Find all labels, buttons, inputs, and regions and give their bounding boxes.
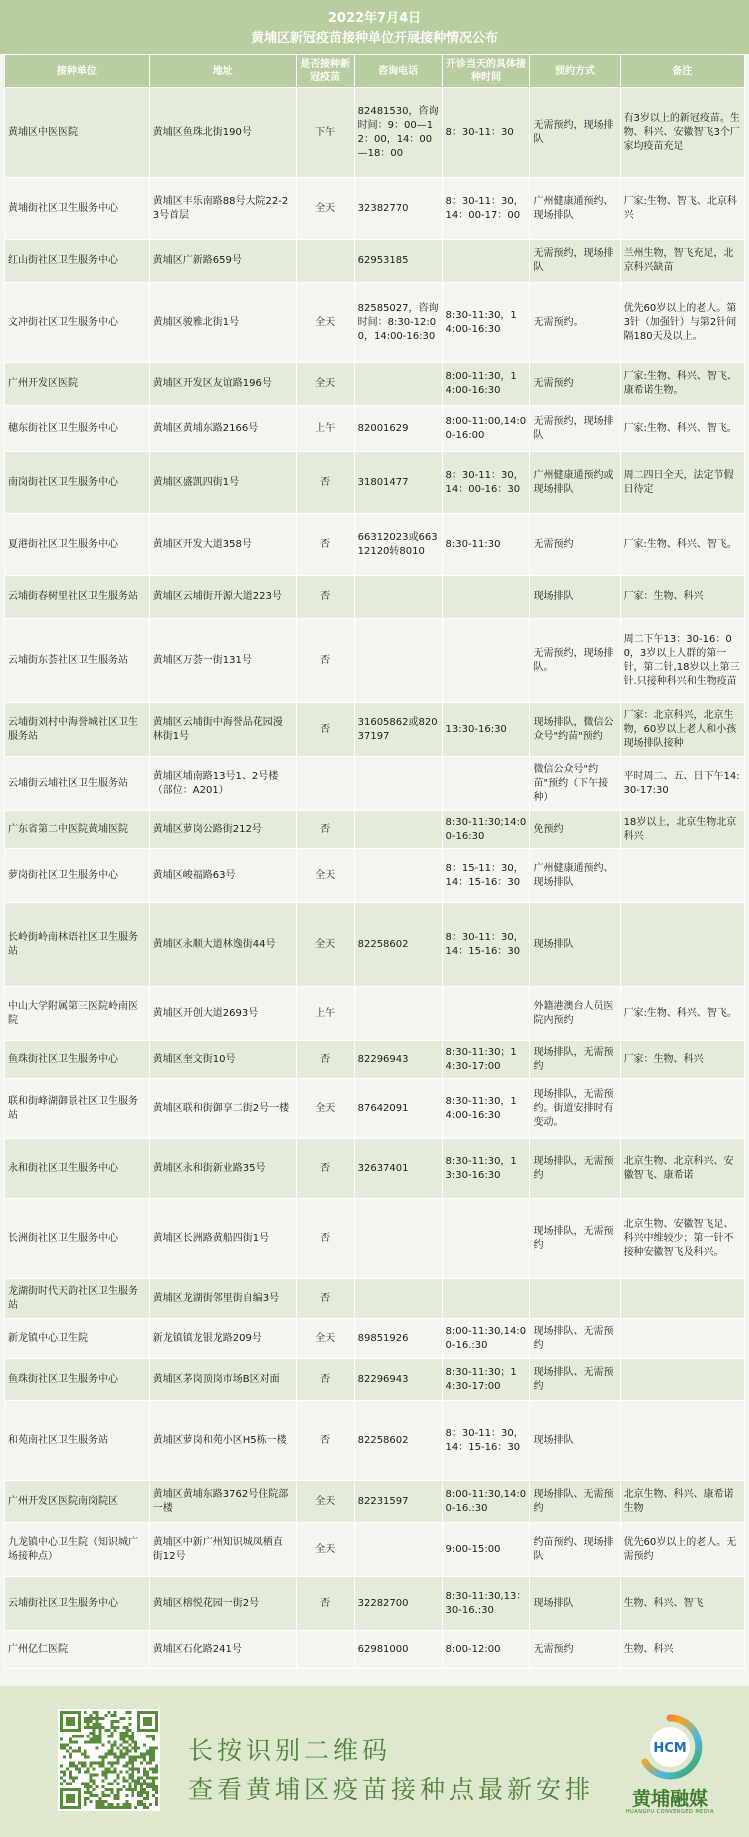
site-vaccinates: 否 xyxy=(296,1577,354,1631)
site-address: 黄埔区长洲路黄船四街1号 xyxy=(149,1199,296,1279)
table-row xyxy=(5,1279,745,1319)
site-remarks xyxy=(620,849,744,903)
site-unit: 广州开发区医院 xyxy=(5,363,150,406)
site-remarks: 厂家:生物、科兴、智飞、康希诺生物。 xyxy=(620,363,744,406)
table-row xyxy=(5,178,745,240)
site-remarks: 平时周二、五、日下午14:30-17:30 xyxy=(620,757,744,811)
site-booking: 现场排队 xyxy=(530,1577,620,1631)
site-booking: 无需预约 xyxy=(530,514,620,576)
site-unit: 萝岗街社区卫生服务中心 xyxy=(5,849,150,903)
site-booking: 现场排队 xyxy=(530,903,620,987)
site-unit: 长洲街社区卫生服务中心 xyxy=(5,1199,150,1279)
table-row xyxy=(5,1577,745,1631)
table-row xyxy=(5,240,745,283)
site-remarks xyxy=(620,903,744,987)
site-time xyxy=(442,987,530,1041)
site-booking: 现场排队 xyxy=(530,576,620,619)
site-address: 黄埔区中新广州知识城凤栖直街12号 xyxy=(149,1523,296,1577)
site-remarks: 生物、科兴、智飞 xyxy=(620,1577,744,1631)
site-booking: 无需预约，现场排队。 xyxy=(530,619,620,703)
site-remarks xyxy=(620,1359,744,1401)
site-unit: 广州开发区医院南岗院区 xyxy=(5,1481,150,1523)
site-remarks: 有3岁以上的新冠疫苗。生物、科兴、安徽智飞3个厂家均疫苗充足 xyxy=(620,88,744,178)
brand-logo-icon xyxy=(637,1714,703,1780)
column-header-vaccinates: 是否接种新冠疫苗 xyxy=(296,55,354,88)
site-vaccinates: 全天 xyxy=(296,363,354,406)
site-remarks: 厂家:生物、科兴、智飞。 xyxy=(620,406,744,452)
site-booking: 无需预约 xyxy=(530,1631,620,1669)
table-header-row xyxy=(5,55,745,88)
site-time: 8:30-11:30；14:30-17:00 xyxy=(442,1359,530,1401)
site-remarks: 厂家:生物、智飞、北京科兴 xyxy=(620,178,744,240)
site-unit: 黄埔区中医医院 xyxy=(5,88,150,178)
site-remarks: 北京生物、安徽智飞足、科兴中维较少；第一针不接种安徽智飞及科兴。 xyxy=(620,1199,744,1279)
column-header-time: 开诊当天的具体接种时间 xyxy=(442,55,530,88)
site-phone xyxy=(354,811,442,849)
site-phone: 82585027，咨询时间：8:30-12:00，14:00-16:30 xyxy=(354,283,442,363)
site-remarks xyxy=(620,1401,744,1481)
site-booking: 现场排队 xyxy=(530,1401,620,1481)
footer-description: 查看黄埔区疫苗接种点最新安排 xyxy=(188,1775,595,1804)
site-time xyxy=(442,240,530,283)
site-time: 13:30-16:30 xyxy=(442,703,530,757)
site-phone: 62981000 xyxy=(354,1631,442,1669)
column-header-remarks: 备注 xyxy=(620,55,744,88)
site-time xyxy=(442,619,530,703)
site-vaccinates: 全天 xyxy=(296,849,354,903)
site-phone xyxy=(354,1279,442,1319)
site-booking: 现场排队、无需预约 xyxy=(530,1319,620,1359)
site-booking: 广州健康通预约、现场排队 xyxy=(530,849,620,903)
site-phone: 31801477 xyxy=(354,452,442,514)
site-remarks: 兰州生物，智飞充足，北京科兴缺苗 xyxy=(620,240,744,283)
site-address: 黄埔区奎文街10号 xyxy=(149,1041,296,1079)
site-booking: 无需预约，现场排队 xyxy=(530,88,620,178)
site-time: 9:00-15:00 xyxy=(442,1523,530,1577)
site-booking: 微信公众号"约苗"预约（下午接种） xyxy=(530,757,620,811)
site-time: 8:00-12:00 xyxy=(442,1631,530,1669)
page-title: 黄埔区新冠疫苗接种单位开展接种情况公布 xyxy=(250,31,498,46)
site-address: 黄埔区开发大道358号 xyxy=(149,514,296,576)
site-address: 黄埔区榕悦花园一街2号 xyxy=(149,1577,296,1631)
site-vaccinates: 全天 xyxy=(296,283,354,363)
site-phone: 32382770 xyxy=(354,178,442,240)
site-time xyxy=(442,1199,530,1279)
table-row xyxy=(5,406,745,452)
site-address: 黄埔区永顺大道林逸街44号 xyxy=(149,903,296,987)
site-unit: 云埔街云埔社区卫生服务站 xyxy=(5,757,150,811)
site-phone: 82258602 xyxy=(354,903,442,987)
site-remarks: 优先60岁以上的老人。无需预约 xyxy=(620,1523,744,1577)
table-row xyxy=(5,1079,745,1139)
site-booking: 外籍港澳台人员医院内预约 xyxy=(530,987,620,1041)
site-remarks: 18岁以上，北京生物北京科兴 xyxy=(620,811,744,849)
site-phone xyxy=(354,619,442,703)
site-address: 黄埔区云埔街中海誉品花园漫林街1号 xyxy=(149,703,296,757)
site-remarks: 周二下午13：30-16：00，3岁以上人群的第一针，第二针,18岁以上第三针.只接种科兴和生物疫苗 xyxy=(620,619,744,703)
table-row xyxy=(5,849,745,903)
table-row xyxy=(5,283,745,363)
site-phone xyxy=(354,1199,442,1279)
site-unit: 黄埔街社区卫生服务中心 xyxy=(5,178,150,240)
site-unit: 新龙镇中心卫生院 xyxy=(5,1319,150,1359)
site-phone: 89851926 xyxy=(354,1319,442,1359)
site-address: 黄埔区黄埔东路3762号住院部一楼 xyxy=(149,1481,296,1523)
table-row xyxy=(5,576,745,619)
site-booking: 无需预约 xyxy=(530,363,620,406)
table-row xyxy=(5,1199,745,1279)
site-remarks: 厂家:生物、科兴、智飞。 xyxy=(620,987,744,1041)
site-vaccinates xyxy=(296,240,354,283)
site-address: 黄埔区骏雅北街1号 xyxy=(149,283,296,363)
site-address: 黄埔区埔南路13号1、2号楼（部位：A201） xyxy=(149,757,296,811)
page-date: 2022年7月4日 xyxy=(327,11,422,26)
site-time: 8:30-11:30，14:00-16:30 xyxy=(442,1079,530,1139)
site-vaccinates: 否 xyxy=(296,514,354,576)
site-phone: 32282700 xyxy=(354,1577,442,1631)
table-row xyxy=(5,703,745,757)
table-row xyxy=(5,987,745,1041)
site-phone xyxy=(354,849,442,903)
site-unit: 长岭街岭南林语社区卫生服务站 xyxy=(5,903,150,987)
table-row xyxy=(5,363,745,406)
site-address: 黄埔区万荟一街131号 xyxy=(149,619,296,703)
site-vaccinates: 否 xyxy=(296,1359,354,1401)
site-booking: 现场排队、无需预约 xyxy=(530,1359,620,1401)
site-phone xyxy=(354,363,442,406)
site-remarks: 优先60岁以上的老人。第3针（加强针）与第2针间隔180天及以上。 xyxy=(620,283,744,363)
site-phone: 82001629 xyxy=(354,406,442,452)
site-time xyxy=(442,1279,530,1319)
site-remarks: 厂家：北京科兴，北京生物，60岁以上老人和小孩现场排队接种 xyxy=(620,703,744,757)
site-time: 8:30-11:30；14:30-17:00 xyxy=(442,1041,530,1079)
site-booking: 免预约 xyxy=(530,811,620,849)
table-row xyxy=(5,1319,745,1359)
qr-code-icon[interactable] xyxy=(58,1709,160,1811)
site-time: 8:30-11:30,13：30-16.:30 xyxy=(442,1577,530,1631)
site-phone: 32637401 xyxy=(354,1139,442,1199)
table-row xyxy=(5,1359,745,1401)
site-time: 8:00-11:30,14:00-16.:30 xyxy=(442,1481,530,1523)
site-address: 黄埔区峻福路63号 xyxy=(149,849,296,903)
site-vaccinates: 全天 xyxy=(296,903,354,987)
site-unit: 联和街峰湖御景社区卫生服务站 xyxy=(5,1079,150,1139)
site-address: 黄埔区开创大道2693号 xyxy=(149,987,296,1041)
site-unit: 穗东街社区卫生服务中心 xyxy=(5,406,150,452)
site-vaccinates: 否 xyxy=(296,576,354,619)
site-vaccinates: 全天 xyxy=(296,1319,354,1359)
site-address: 黄埔区黄埔东路2166号 xyxy=(149,406,296,452)
site-remarks: 生物、科兴 xyxy=(620,1631,744,1669)
site-remarks xyxy=(620,1279,744,1319)
site-vaccinates xyxy=(296,757,354,811)
site-vaccinates: 否 xyxy=(296,1199,354,1279)
vaccination-sites-table xyxy=(4,54,745,1669)
site-remarks: 厂家：生物、科兴 xyxy=(620,1041,744,1079)
site-vaccinates: 全天 xyxy=(296,1523,354,1577)
site-booking: 现场排队，无需预约 xyxy=(530,1139,620,1199)
site-booking: 无需预约，现场排队 xyxy=(530,406,620,452)
site-remarks xyxy=(620,1319,744,1359)
site-unit: 云埔街春树里社区卫生服务站 xyxy=(5,576,150,619)
site-unit: 鱼珠街社区卫生服务中心 xyxy=(5,1359,150,1401)
brand-subtitle: HUANGPU CONVERGED MEDIA xyxy=(625,1809,715,1815)
site-address: 黄埔区丰乐南路88号大院22-23号首层 xyxy=(149,178,296,240)
site-booking xyxy=(530,1279,620,1319)
title-band xyxy=(0,0,749,54)
table-row xyxy=(5,1401,745,1481)
site-unit: 和苑南社区卫生服务站 xyxy=(5,1401,150,1481)
site-address: 黄埔区永和街新业路35号 xyxy=(149,1139,296,1199)
site-address: 黄埔区萝岗和苑小区H5栋一楼 xyxy=(149,1401,296,1481)
brand-logo xyxy=(620,1714,720,1824)
site-phone: 82231597 xyxy=(354,1481,442,1523)
site-time: 8:30-11:30;14:00-16:30 xyxy=(442,811,530,849)
site-phone xyxy=(354,576,442,619)
site-phone xyxy=(354,757,442,811)
site-remarks: 北京生物、科兴、康希诺生物 xyxy=(620,1481,744,1523)
site-phone: 87642091 xyxy=(354,1079,442,1139)
site-unit: 广州亿仁医院 xyxy=(5,1631,150,1669)
site-time xyxy=(442,757,530,811)
site-unit: 夏港街社区卫生服务中心 xyxy=(5,514,150,576)
site-unit: 中山大学附属第三医院岭南医院 xyxy=(5,987,150,1041)
site-address: 黄埔区鱼珠北街190号 xyxy=(149,88,296,178)
site-time: 8:00-11:00,14:00-16:00 xyxy=(442,406,530,452)
site-vaccinates: 否 xyxy=(296,619,354,703)
table-row xyxy=(5,811,745,849)
site-vaccinates: 否 xyxy=(296,1041,354,1079)
table-row xyxy=(5,757,745,811)
site-vaccinates: 上午 xyxy=(296,406,354,452)
site-remarks: 北京生物、北京科兴、安徽智飞、康希诺 xyxy=(620,1139,744,1199)
table-body xyxy=(5,55,745,1669)
column-header-address: 地址 xyxy=(149,55,296,88)
site-unit: 龙湖街时代天韵社区卫生服务站 xyxy=(5,1279,150,1319)
table-row xyxy=(5,903,745,987)
site-phone: 82481530，咨询时间：9：00—12：00，14：00—18：00 xyxy=(354,88,442,178)
site-vaccinates: 否 xyxy=(296,1401,354,1481)
footer-instruction: 长按识别二维码 xyxy=(188,1736,392,1765)
column-header-phone: 咨询电话 xyxy=(354,55,442,88)
site-booking: 约苗预约、现场排队 xyxy=(530,1523,620,1577)
site-remarks: 周二四日全天，法定节假日待定 xyxy=(620,452,744,514)
site-phone: 82296943 xyxy=(354,1041,442,1079)
site-phone: 62953185 xyxy=(354,240,442,283)
site-address: 黄埔区萝岗公路街212号 xyxy=(149,811,296,849)
site-booking: 广州健康通预约、现场排队 xyxy=(530,178,620,240)
table-row xyxy=(5,619,745,703)
site-phone: 66312023或66312120转8010 xyxy=(354,514,442,576)
site-time: 8:30-11:30 xyxy=(442,514,530,576)
site-vaccinates: 否 xyxy=(296,1139,354,1199)
site-time: 8:00-11:30，14:00-16:30 xyxy=(442,363,530,406)
site-time: 8：30-11：30，14：15-16：30 xyxy=(442,903,530,987)
site-unit: 南岗街社区卫生服务中心 xyxy=(5,452,150,514)
site-booking: 现场排队，无需预约 xyxy=(530,1199,620,1279)
site-time: 8:30-11:30，14:00-16:30 xyxy=(442,283,530,363)
site-booking: 无需预约。 xyxy=(530,283,620,363)
table-row xyxy=(5,1523,745,1577)
site-address: 黄埔区盛凯四街1号 xyxy=(149,452,296,514)
site-time: 8：30-11：30，14：00-16：30 xyxy=(442,452,530,514)
site-booking: 现场排队，无需预约。街道安排时有变动。 xyxy=(530,1079,620,1139)
svg-text:HCM: HCM xyxy=(653,1741,687,1756)
site-remarks: 厂家：生物、科兴 xyxy=(620,576,744,619)
site-unit: 鱼珠街社区卫生服务中心 xyxy=(5,1041,150,1079)
site-phone xyxy=(354,987,442,1041)
site-time: 8：30-11：30，14：15-16：30 xyxy=(442,1401,530,1481)
site-vaccinates: 下午 xyxy=(296,88,354,178)
site-vaccinates: 否 xyxy=(296,452,354,514)
site-unit: 永和街社区卫生服务中心 xyxy=(5,1139,150,1199)
site-time: 8：15-11：30，14：15-16：30 xyxy=(442,849,530,903)
site-unit: 文冲街社区卫生服务中心 xyxy=(5,283,150,363)
footer-banner xyxy=(0,1686,749,1837)
site-phone: 82258602 xyxy=(354,1401,442,1481)
site-unit: 云埔街东荟社区卫生服务站 xyxy=(5,619,150,703)
site-vaccinates: 全天 xyxy=(296,1079,354,1139)
site-address: 黄埔区广新路659号 xyxy=(149,240,296,283)
table-row xyxy=(5,1631,745,1669)
site-time: 8:00-11:30,14:00-16.:30 xyxy=(442,1319,530,1359)
table-row xyxy=(5,88,745,178)
site-time xyxy=(442,576,530,619)
table-row xyxy=(5,452,745,514)
site-address: 黄埔区开发区友谊路196号 xyxy=(149,363,296,406)
site-vaccinates: 全天 xyxy=(296,178,354,240)
site-booking: 现场排队，微信公众号"约苗"预约 xyxy=(530,703,620,757)
site-time: 8:30-11:30，13:30-16:30 xyxy=(442,1139,530,1199)
site-phone xyxy=(354,1523,442,1577)
site-vaccinates: 否 xyxy=(296,1279,354,1319)
site-time: 8：30-11：30，14：00-17：00 xyxy=(442,178,530,240)
site-address: 黄埔区龙湖街邻里街自编3号 xyxy=(149,1279,296,1319)
site-vaccinates: 否 xyxy=(296,811,354,849)
site-vaccinates xyxy=(296,1631,354,1669)
site-unit: 云埔街社区卫生服务中心 xyxy=(5,1577,150,1631)
column-header-booking: 预约方式 xyxy=(530,55,620,88)
site-address: 黄埔区石化路241号 xyxy=(149,1631,296,1669)
table-row xyxy=(5,1139,745,1199)
table-row xyxy=(5,1041,745,1079)
column-header-unit: 接种单位 xyxy=(5,55,150,88)
site-unit: 九龙镇中心卫生院（知识城广场接种点） xyxy=(5,1523,150,1577)
site-address: 黄埔区茅岗顶岗市场B区对面 xyxy=(149,1359,296,1401)
site-remarks xyxy=(620,1079,744,1139)
site-unit: 红山街社区卫生服务中心 xyxy=(5,240,150,283)
site-booking: 广州健康通预约或现场排队 xyxy=(530,452,620,514)
site-unit: 广东省第二中医院黄埔医院 xyxy=(5,811,150,849)
table-row xyxy=(5,1481,745,1523)
site-vaccinates: 否 xyxy=(296,703,354,757)
site-phone: 82296943 xyxy=(354,1359,442,1401)
site-booking: 现场排队、无需预约 xyxy=(530,1481,620,1523)
site-remarks: 厂家:生物、科兴、智飞。 xyxy=(620,514,744,576)
site-booking: 无需预约，现场排队 xyxy=(530,240,620,283)
site-address: 新龙镇镇龙银龙路209号 xyxy=(149,1319,296,1359)
site-time: 8：30-11：30 xyxy=(442,88,530,178)
site-booking: 现场排队，无需预约 xyxy=(530,1041,620,1079)
site-vaccinates: 上午 xyxy=(296,987,354,1041)
brand-name: 黄埔融媒 xyxy=(631,1788,708,1810)
table-row xyxy=(5,514,745,576)
site-address: 黄埔区云埔街开源大道223号 xyxy=(149,576,296,619)
site-unit: 云埔街刘村中海誉城社区卫生服务站 xyxy=(5,703,150,757)
site-phone: 31605862或82037197 xyxy=(354,703,442,757)
site-vaccinates: 全天 xyxy=(296,1481,354,1523)
site-address: 黄埔区联和街御享二街2号一楼 xyxy=(149,1079,296,1139)
